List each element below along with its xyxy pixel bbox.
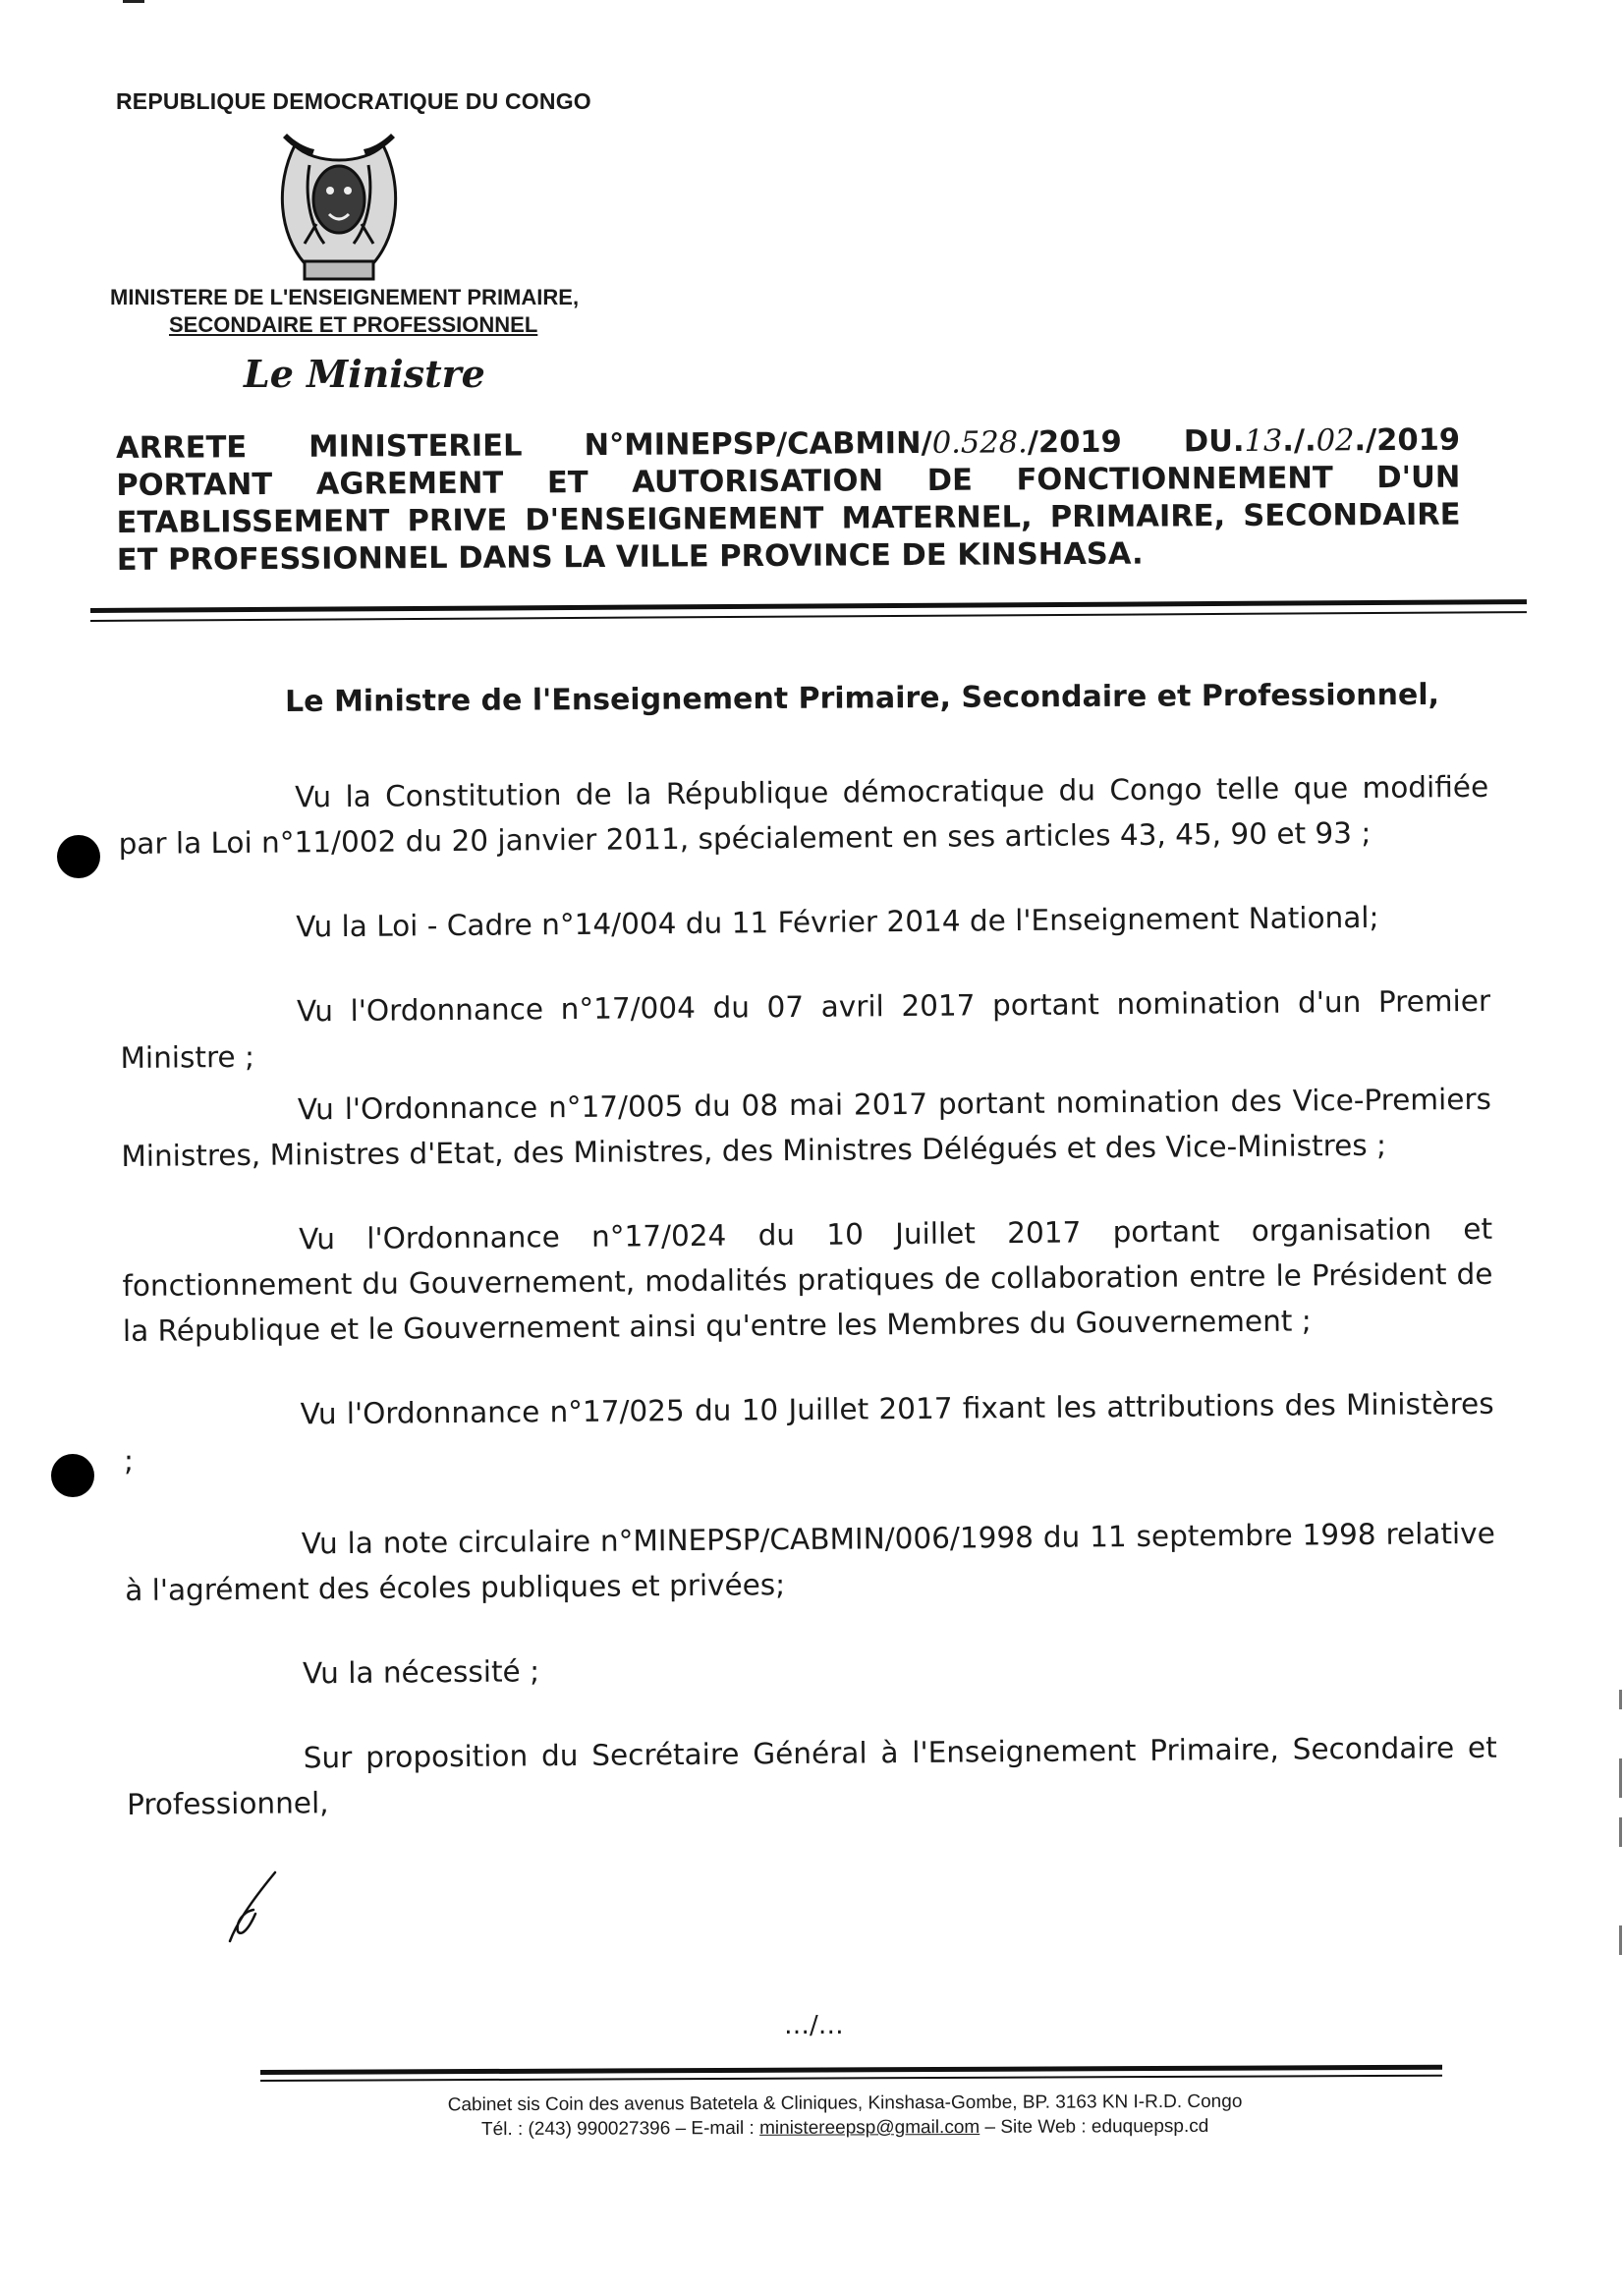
decree-title: [116, 422, 1461, 580]
decree-title-line4: ET PROFESSIONNEL DANS LA VILLE PROVINCE DE KINSHASA.: [116, 536, 1144, 578]
title-divider: [90, 599, 1527, 613]
scan-edge-mark: [1619, 1690, 1622, 1709]
recital-paragraph: Vu la Loi - Cadre n°14/004 du 11 Février 2014 de l'Enseignement National;: [296, 900, 1379, 944]
website-link[interactable]: eduquepsp.cd: [1091, 2115, 1209, 2138]
recital-paragraph: Vu l'Ordonnance n°17/025 du 10 Juillet 2017 fixant les attributions des Ministères ;: [123, 1386, 1494, 1478]
recital-paragraph: Vu la note circulaire n°MINEPSP/CABMIN/006/1998 du 11 septembre 1998 relative à l'agrément des écoles publiques et privées;: [125, 1516, 1495, 1607]
page-continuation: …/…: [784, 2011, 844, 2040]
handwritten-decree-number: 0.528.: [931, 425, 1028, 461]
scan-edge-mark: [1619, 1925, 1622, 1955]
footer-address: [295, 2089, 1395, 2143]
ministry-name-line2: SECONDAIRE ET PROFESSIONNEL: [169, 312, 538, 337]
recital-paragraph: Vu l'Ordonnance n°17/004 du 07 avril 2017 portant nomination d'un Premier Ministre ;: [120, 983, 1491, 1075]
scan-edge-mark: [1619, 1817, 1622, 1847]
footer-line1: Cabinet sis Coin des avenus Batetela & Cliniques, Kinshasa-Gombe, BP. 3163 KN I-R.D. Congo: [447, 2091, 1243, 2116]
coat-of-arms-icon: [265, 126, 413, 283]
scan-edge-mark: [1619, 1758, 1622, 1798]
ministry-name-line1: MINISTERE DE L'ENSEIGNEMENT PRIMAIRE,: [110, 285, 580, 309]
recital-paragraph: Sur proposition du Secrétaire Général à l'Enseignement Primaire, Secondaire et Professionnel,: [126, 1730, 1497, 1821]
footer-divider-thin: [260, 2075, 1442, 2082]
preamble: [118, 764, 1498, 1867]
title-divider-thin: [90, 611, 1527, 622]
footer-line2: Tél. : (243) 990027396 – E-mail : ministereepsp@gmail.com – Site Web : eduquepsp.cd: [480, 2115, 1209, 2141]
minister-heading: Le Ministre de l'Enseignement Primaire, Secondaire et Professionnel,: [285, 677, 1440, 719]
handwritten-month: 02: [1316, 423, 1355, 459]
recital-paragraph: Vu la Constitution de la République démocratique du Congo telle que modifiée par la Loi n°11/002 du 20 janvier 2011, spécialement en ses articles 43, 45, 90 et 93 ;: [118, 769, 1489, 861]
email-link[interactable]: ministereepsp@gmail.com: [759, 2116, 980, 2139]
scan-mark: [123, 0, 144, 3]
recital-paragraph: Vu l'Ordonnance n°17/024 du 10 Juillet 2017 portant organisation et fonctionnement du Gouvernement, modalités pratiques de collaboration entre le Président de la République et le Gouvernement ainsi qu'entre les Membres du Gouvernement ;: [122, 1211, 1493, 1348]
decree-title-line2: PORTANT AGREMENT ET AUTORISATION DE FONCTIONNEMENT D'UN: [116, 460, 1461, 503]
office-title: Le Ministre: [244, 352, 485, 396]
footer-divider: [260, 2065, 1442, 2075]
country-name: REPUBLIQUE DEMOCRATIQUE DU CONGO: [116, 88, 591, 114]
handwritten-initials-icon: [224, 1867, 283, 1945]
punch-hole: [51, 1454, 94, 1497]
handwritten-day: 13: [1244, 423, 1283, 459]
decree-title-line3: ETABLISSEMENT PRIVE D'ENSEIGNEMENT MATERNEL, PRIMAIRE, SECONDAIRE: [116, 497, 1461, 540]
recital-paragraph: Vu l'Ordonnance n°17/005 du 08 mai 2017 portant nomination des Vice-Premiers Ministres, Ministres d'Etat, des Ministres, des Ministres Délégués et des Vice-Ministres ;: [121, 1082, 1492, 1173]
recital-paragraph: Vu la nécessité ;: [302, 1654, 540, 1691]
punch-hole: [57, 835, 100, 878]
decree-title-line1: ARRETE MINISTERIEL N°MINEPSP/CABMIN/0.528./2019 DU.13./.02./2019: [116, 422, 1461, 466]
